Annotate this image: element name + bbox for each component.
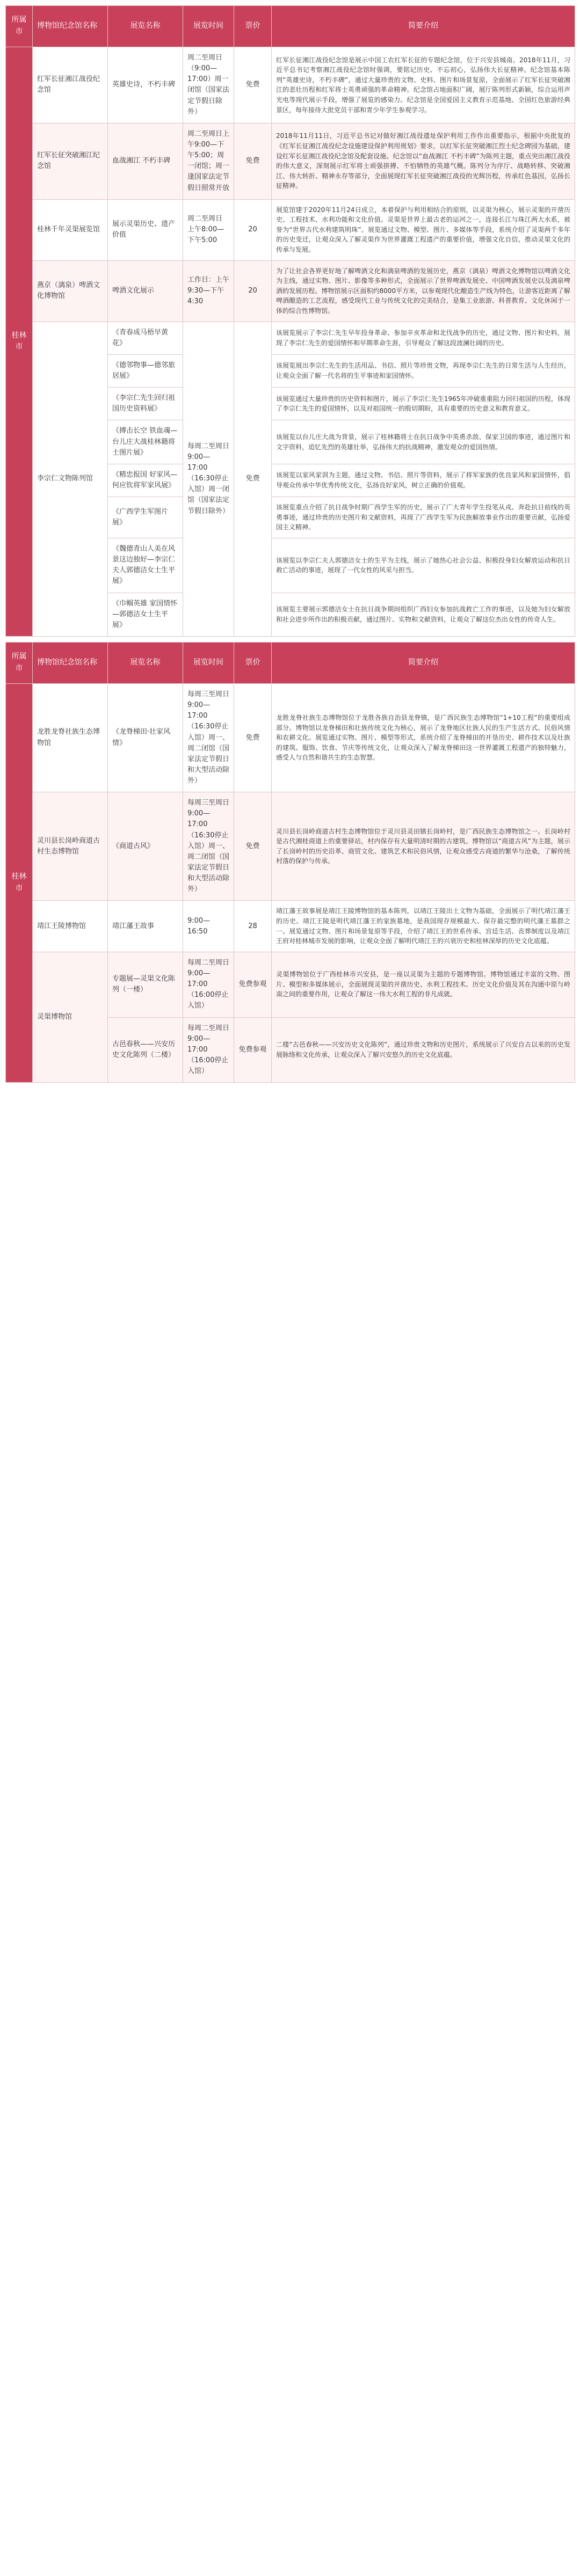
description: 2018年11月11日，习近平总书记对做好湘江战役遗址保护利用工作作出重要指示，根据中央批复的《红军长征湘江战役纪念设施建设保护利用规划》要求，以红军长征突破湘江烈士纪念碑园为基础，建设红军长征湘江战役纪念馆及配套设施。纪念馆以“血战湘江 不朽丰碑”为陈列主题，重点突出湘江战役的伟大意义，深刻展示红军将士顽强拼搏、不怕牺牲的英雄气概。陈列分为序厅、战略转移、突破湘江、伟大转折、精神永存等部分，全面展现红军长征突破湘江战役的光辉历程，传承红色基因，弘扬长征精神。: [272, 123, 575, 199]
ticket-price: 20: [234, 260, 272, 322]
exhibition-name: 《青春成马梧早黄花》: [108, 322, 183, 354]
ticket-price: 免费: [234, 683, 272, 792]
exhibition-name: 古邑春秋——兴安历史文化陈列（二楼）: [108, 1017, 183, 1083]
museum-name: 靖江王陵博物馆: [33, 901, 108, 952]
museum-name: 灵川县长岗岭商道古村生态博物馆: [33, 792, 108, 901]
description: 该展览通过大量珍贵的历史资料和图片，展示了李宗仁先生1965年冲破重重阻力回归祖国的历程，体现了李宗仁先生的爱国情怀，以及对祖国统一的殷切期盼，具有重要的历史意义和教育意义。: [272, 388, 575, 420]
header-city: 所属市: [6, 6, 33, 47]
ticket-price: 免费: [234, 47, 272, 123]
header-time: 展览时间: [183, 6, 234, 47]
city-cell: 桂林市: [6, 683, 33, 1082]
exhibition-name: 《李宗仁先生回归祖国历史资料展》: [108, 388, 183, 420]
description: 该展览以家风家训为主题，通过文物、书信、照片等资料，展示了将军家族的优良家风和家国情怀，倡导观众传承中华优秀传统文化，弘扬良好家风，树立正确的价值观。: [272, 464, 575, 497]
description: 靖江藩王故事展是靖江王陵博物馆的基本陈列，以靖江王陵出土文物为基础，全面展示了明代靖江藩王的历史。靖江王陵是明代靖江藩王的家族墓地，是我国现存规模最大、保存最完整的明代藩王墓群之一。展览通过文物、图片和场景复原等手段，介绍了靖江王的世系传承、宫廷生活、丧葬制度以及靖江王府对桂林城市发展的影响，让观众全面了解明代靖江王的兴衰历史和桂林深厚的历史文化底蕴。: [272, 901, 575, 952]
exhibition-name: 《搏击长空 铁血魂—台儿庄大战桂林籍将士图片展》: [108, 420, 183, 464]
exhibition-time: 每周二至周日9:00—17:00（16:30停止入馆）周一闭馆（国家法定节假日除外）: [183, 322, 234, 636]
museum-name: 龙胜龙脊社族生态博物馆: [33, 683, 108, 792]
description: 为了让社会各界更好地了解啤酒文化和漓泉啤酒的发展历史，燕京（漓泉）啤酒文化博物馆以啤酒文化为主线，通过实物、图片、影像等多种形式，全面展示了世界啤酒发展史、中国啤酒发展史以及漓泉啤酒的发展历程。博物馆展示区面积约8000平方米，以参观现代化酿造生产线为特色，让游客近距离了解啤酒酿造的工艺流程，感受现代工业与传统文化的完美结合，是集工业旅游、科普教育、文化休闲于一体的综合性博物馆。: [272, 260, 575, 322]
table-row: [6, 901, 575, 952]
description: 灵渠博物馆位于广西桂林市兴安县，是一座以灵渠为主题的专题博物馆。博物馆通过丰富的文物、图片、模型和多媒体展示，全面展现灵渠的开凿历史、水利工程技术、历史文化价值及其在沟通中原与岭南之间的重要作用，让观众了解这一伟大水利工程的非凡成就。: [272, 952, 575, 1017]
museum-name: 红军长征突破湘江纪念馆: [33, 123, 108, 199]
header-desc: 简要介绍: [272, 642, 575, 683]
exhibition-time: 9:00—16:50: [183, 901, 234, 952]
museum-name: 灵渠博物馆: [33, 952, 108, 1082]
table-row: [6, 199, 575, 260]
table-row: [6, 322, 575, 354]
table-row: [6, 123, 575, 199]
ticket-price: 免费参观: [234, 952, 272, 1017]
table-row: [6, 47, 575, 123]
exhibition-name: 靖江藩王故事: [108, 901, 183, 952]
museum-name: 燕京（漓泉）啤酒文化博物馆: [33, 260, 108, 322]
exhibition-name: 展示灵渠历史、遗产价值: [108, 199, 183, 260]
description: 红军长征湘江战役纪念馆是展示中国工农红军长征的专题纪念馆，位于兴安县城南。2018年11月，习近平总书记考察湘江战役纪念馆时强调，要铭记历史、不忘初心，弘扬伟大长征精神。纪念馆基本陈列“英雄史诗，不朽丰碑”，通过大量珍贵的文物、史料、图片和场景复原，全面展示了红军长征突破湘江的悲壮历程和红军将士英勇顽强的革命精神。纪念馆占地面积广阔，展厅陈列形式新颖，综合运用声光电等现代展示手段，增强了展览的感染力。纪念馆是全国爱国主义教育示范基地、全国红色旅游经典景区，每年接待大批党员干部和青少年学生参观学习。: [272, 47, 575, 123]
exhibition-name: 专题展—灵渠文化陈列（一楼）: [108, 952, 183, 1017]
description: 展览馆建于2020年11月24日成立，本着保护与利用相结合的原则，以灵渠为核心，展示灵渠的开凿历史、工程技术、水利功能和文化价值。灵渠是世界上最古老的运河之一，连接长江与珠江两大水系，被誉为“世界古代水利建筑明珠”。展览通过文物、模型、图片、多媒体等手段，系统介绍了灵渠两千多年的历史变迁，让观众深入了解灵渠作为世界灌溉工程遗产的重要价值，增强文化自信，推动灵渠文化的传承与发展。: [272, 199, 575, 260]
table-header-row: [6, 6, 575, 47]
description: 龙胜龙脊社族生态博物馆位于龙胜各族自治县龙脊镇，是广西民族生态博物馆“1+10工程”的重要组成部分。博物馆以龙脊梯田和壮族传统文化为核心，展示了龙脊地区壮族人民的生产生活方式、民俗风情和农耕文化。展览通过实物、图片、模型等形式，系统介绍了龙脊梯田的开垦历史、耕作技术以及壮族的建筑、服饰、饮食、节庆等传统文化，让观众深入了解龙脊梯田这一世界灌溉工程遗产的独特魅力，感受人与自然和谐共生的生态智慧。: [272, 683, 575, 792]
description: 灵川县长岗岭商道古村生态博物馆位于灵川县灵田镇长岗岭村，是广西民族生态博物馆之一。长岗岭村是古代湘桂商道上的重要驿站，村内保存有大量明清时期的古建筑。博物馆以“商道古风”为主题，展示了长岗岭村的历史沿革、商贸文化、建筑艺术和民俗风情，让观众感受古商道的繁华与沧桑，了解传统村落的保护与传承。: [272, 792, 575, 901]
table-header-row: [6, 642, 575, 683]
header-museum-name: 博物馆纪念馆名称: [33, 642, 108, 683]
ticket-price: 28: [234, 901, 272, 952]
table-row: [6, 260, 575, 322]
exhibition-time: 周二至周日上午9:00—下午5:00；周一闭馆；周一逢国家法定节假日照常开放: [183, 123, 234, 199]
exhibition-name: 《龙脊梯田·壮家风情》: [108, 683, 183, 792]
exhibition-time: 工作日：上午9:30—下午4:30: [183, 260, 234, 322]
description: 二楼“古邑春秋——兴安历史文化陈列”，通过珍贵文物和历史图片，系统展示了兴安自古以来的历史发展脉络和文化传承，让观众深入了解兴安悠久的历史文化底蕴。: [272, 1017, 575, 1083]
exhibition-time: 每周三至周日9:00—17:00（16:30停止入馆）周一、周二闭馆（国家法定节假日和大型活动除外）: [183, 683, 234, 792]
header-city: 所属市: [6, 642, 33, 683]
museum-name: 李宗仁文物陈列馆: [33, 322, 108, 636]
description: 该展览以台儿庄大战为背景，展示了桂林籍将士在抗日战争中英勇杀敌、保家卫国的事迹，通过图片和文字资料，追忆先烈的英雄壮举，弘扬伟大的抗战精神，激发观众的爱国热情。: [272, 420, 575, 464]
ticket-price: 免费: [234, 322, 272, 636]
description: 该展览主要展示郭德洁女士在抗日战争期间组织广西妇女参加抗战救亡工作的事迹，以及她为妇女解放和社会进步所作出的积极贡献，通过图片、实物和文献资料，让观众了解这位杰出女性的传奇人生。: [272, 593, 575, 636]
exhibition-name: 《精忠报国 好家风—何应钦将军家风展》: [108, 464, 183, 497]
header-price: 票价: [234, 642, 272, 683]
header-museum-name: 博物馆纪念馆名称: [33, 6, 108, 47]
description: 该展览重点介绍了抗日战争时期广西学生军的历史，展示了广大青年学生投笔从戎、奔赴抗日前线的英勇事迹，通过珍贵的历史图片和文献资料，再现了广西学生军为民族解放事业作出的重要贡献，弘扬爱国主义精神。: [272, 497, 575, 538]
header-desc: 简要介绍: [272, 6, 575, 47]
description: 该展览以李宗仁夫人郭德洁女士的生平为主线，展示了她热心社会公益、积极投身妇女解放运动和抗日救亡活动的事迹，展现了一代女性的风采与担当。: [272, 538, 575, 593]
exhibition-name: 血战湘江 不朽丰碑: [108, 123, 183, 199]
table-row: [6, 792, 575, 901]
exhibition-name: 《广西学生军图片展》: [108, 497, 183, 538]
exhibition-time: 每周二至周日9:00—17:00（16:00停止入馆）: [183, 1017, 234, 1083]
exhibition-name: 《商道古风》: [108, 792, 183, 901]
table-row: [6, 952, 575, 1017]
museum-name: 红军长征湘江战役纪念馆: [33, 47, 108, 123]
header-exhibition: 展览名称: [108, 642, 183, 683]
header-exhibition: 展览名称: [108, 6, 183, 47]
exhibition-name: 啤酒文化展示: [108, 260, 183, 322]
ticket-price: 免费参观: [234, 1017, 272, 1083]
header-time: 展览时间: [183, 642, 234, 683]
exhibition-time: 每周二至周日9:00—17:00（16:00停止入馆）: [183, 952, 234, 1017]
museum-name: 桂林千年灵渠展览馆: [33, 199, 108, 260]
exhibition-time: 周二至周日 上午8:00—下午5:00: [183, 199, 234, 260]
exhibition-name: 《魏德青山人美在风景这边独好—李宗仁夫人郭德洁女士生平展》: [108, 538, 183, 593]
city-cell: 桂林市: [6, 47, 33, 637]
exhibition-name: 《巾帼英雄 家国情怀—郭德洁女士生平展》: [108, 593, 183, 636]
museum-table-1: [5, 5, 575, 637]
description: 该展览展示了李宗仁先生早年投身革命、参加辛亥革命和北伐战争的历史，通过文物、图片和史料，展现了李宗仁先生的爱国情怀和早期革命生涯，引导观众了解这段波澜壮阔的历史。: [272, 322, 575, 354]
exhibition-time: 周二至周日（9:00—17:00）周一闭馆（国家法定节假日除外）: [183, 47, 234, 123]
header-price: 票价: [234, 6, 272, 47]
exhibition-name: 英雄史诗，不朽丰碑: [108, 47, 183, 123]
exhibition-name: 《德邻物事—德邻旅居展》: [108, 354, 183, 387]
ticket-price: 20: [234, 199, 272, 260]
ticket-price: 免费: [234, 792, 272, 901]
description: 该展览展出李宗仁先生的生活用品、书信、照片等珍贵文物，再现李宗仁先生的日常生活与人生经历，让观众全面了解一代名将的生平事迹和家国情怀。: [272, 354, 575, 387]
table-row: [6, 683, 575, 792]
museum-table-2: [5, 642, 575, 1083]
exhibition-time: 每周三至周日9:00—17:00（16:30停止入馆）周一、周二闭馆（国家法定节假日和大型活动除外）: [183, 792, 234, 901]
ticket-price: 免费: [234, 123, 272, 199]
